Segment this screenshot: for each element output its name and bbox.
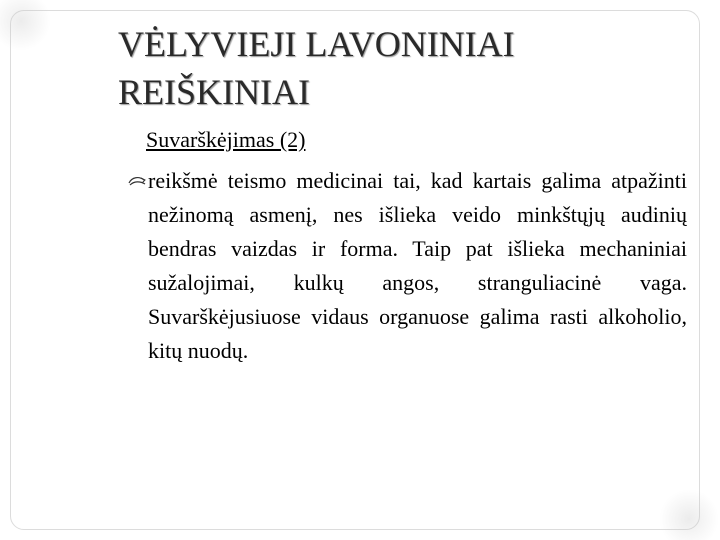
bullet-text-content: reikšmė teismo medicinai tai, kad kartais galima atpažinti nežinomą asmenį, nes išlieka veido minkštųjų audinių bendras vaizdas ir forma. Taip pat išlieka mechaniniai sužalojimai, kulkų angos, stranguliacinė vaga. Suvarškėjusiuose vidaus organuose galima rasti alkoholio, kitų nuodų. [148,168,687,363]
slide-title: VĖLYVIEJI LAVONINIAI REIŠKINIAI [118,24,515,112]
frame-corner-decoration [0,0,51,51]
slide-subheading: Suvarškėjimas (2) [146,127,306,152]
bullet-item [127,164,687,368]
frame-corner-decoration [659,489,719,540]
bullet-text [127,164,687,368]
ornamental-bullet-icon [127,173,147,193]
